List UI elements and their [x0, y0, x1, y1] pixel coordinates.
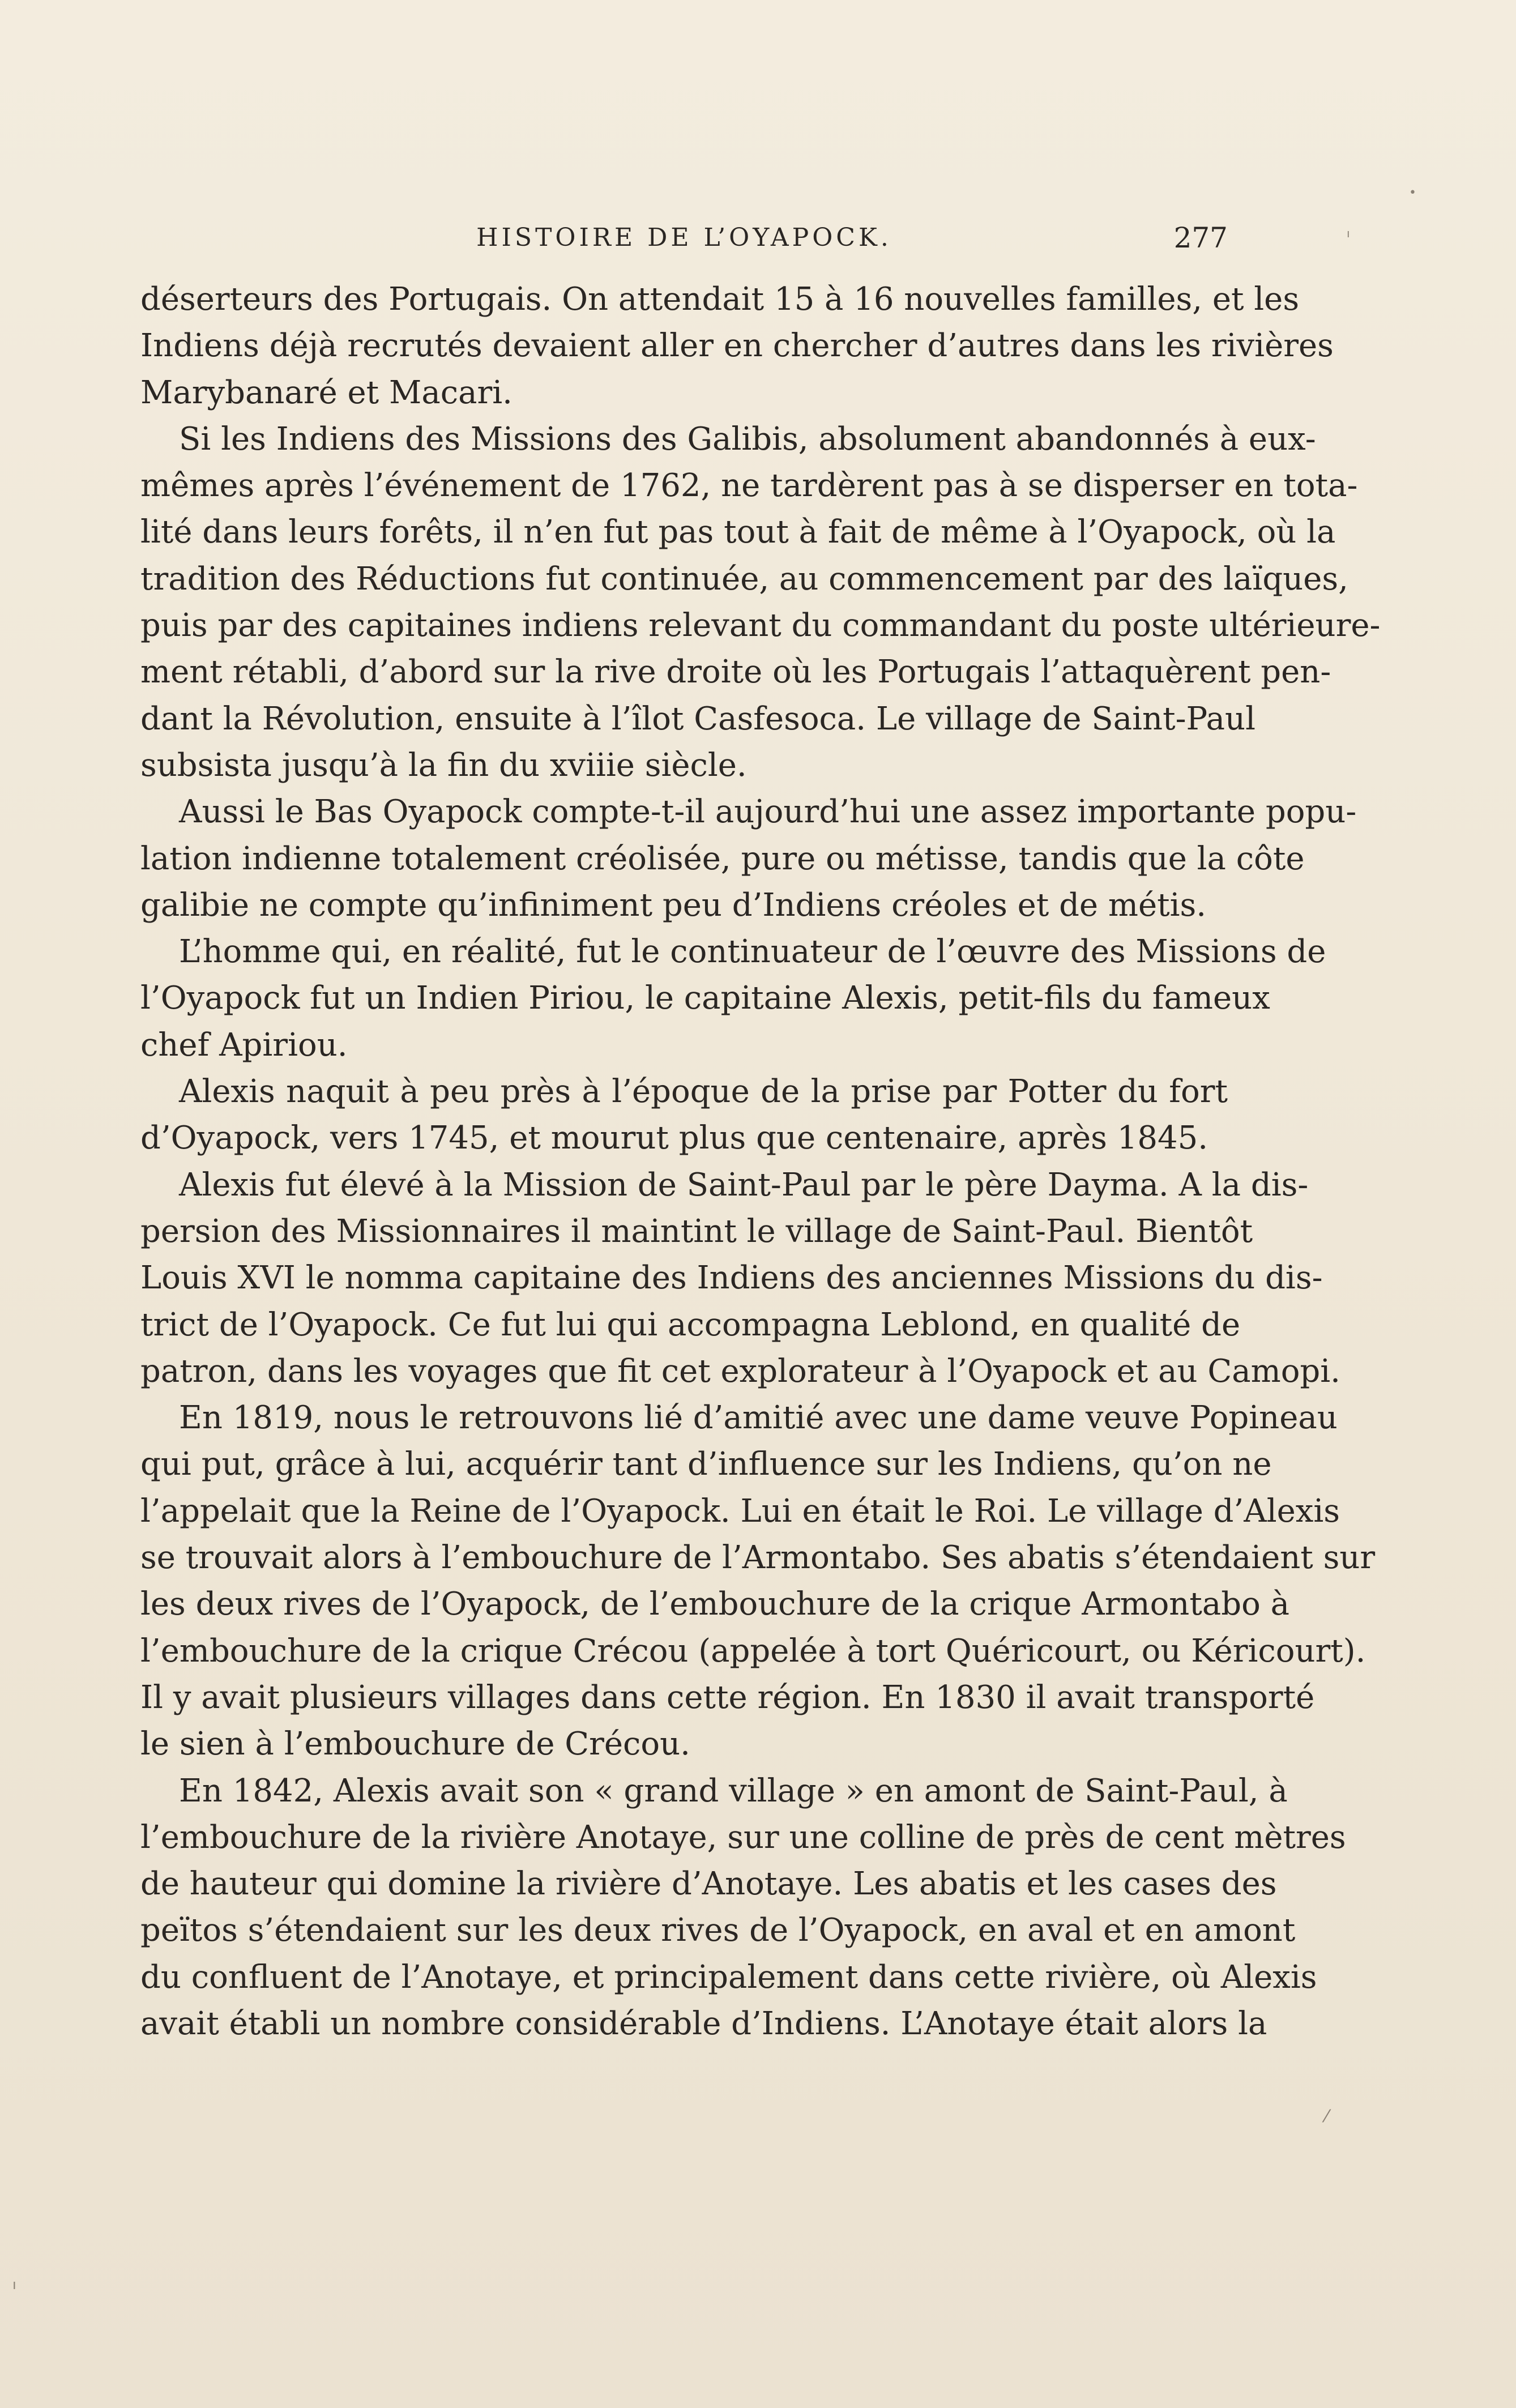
text-line: l’embouchure de la crique Crécou (appelée à tort Quéricourt, ou Kéricourt). [140, 1632, 1366, 1670]
text-line: dant la Révolution, ensuite à l’îlot Casfesoca. Le village de Saint-Paul [140, 700, 1256, 737]
text-line: persion des Missionnaires il maintint le village de Saint-Paul. Bientôt [140, 1212, 1253, 1250]
text-line: L’homme qui, en réalité, fut le continuateur de l’œuvre des Missions de [179, 933, 1326, 971]
scan-speck: ı [12, 2277, 16, 2292]
body-text [140, 276, 1381, 2047]
text-line: galibie ne compte qu’infiniment peu d’Indiens créoles et de métis. [140, 886, 1207, 924]
text-line: Marybanaré et Macari. [140, 374, 513, 411]
text-line: Il y avait plusieurs villages dans cette région. En 1830 il avait transporté [140, 1679, 1315, 1716]
text-line: avait établi un nombre considérable d’Indiens. L’Anotaye était alors la [140, 2005, 1267, 2042]
text-line: Aussi le Bas Oyapock compte-t-il aujourd’hui une assez importante popu- [179, 793, 1357, 831]
text-line: lité dans leurs forêts, il n’en fut pas tout à fait de même à l’Oyapock, où la [140, 514, 1336, 551]
text-line: Alexis naquit à peu près à l’époque de la prise par Potter du fort [179, 1073, 1228, 1111]
text-line: En 1842, Alexis avait son « grand village » en amont de Saint-Paul, à [179, 1772, 1288, 1809]
scan-speck: • [1409, 186, 1416, 200]
text-line: ment rétabli, d’abord sur la rive droite où les Portugais l’attaquèrent pen- [140, 654, 1331, 691]
text-line: l’appelait que la Reine de l’Oyapock. Lui en était le Roi. Le village d’Alexis [140, 1492, 1340, 1530]
page-number: 277 [1173, 221, 1228, 254]
text-line: l’embouchure de la rivière Anotaye, sur une colline de près de cent mètres [140, 1818, 1346, 1856]
scan-speck: ⁄ [1325, 2107, 1329, 2127]
text-line: puis par des capitaines indiens relevant du commandant du poste ultérieure- [140, 607, 1381, 644]
text-line: subsista jusqu’à la fin du xviiie siècle. [140, 746, 747, 784]
running-title: HISTOIRE DE L’OYAPOCK. [476, 223, 892, 252]
running-head [140, 215, 1228, 261]
text-line: patron, dans les voyages que fit cet explorateur à l’Oyapock et au Camopi. [140, 1352, 1340, 1390]
text-line: peïtos s’étendaient sur les deux rives de l’Oyapock, en aval et en amont [140, 1912, 1296, 1949]
text-line: de hauteur qui domine la rivière d’Anotaye. Les abatis et les cases des [140, 1865, 1277, 1903]
scan-speck: ı [1347, 227, 1350, 240]
text-line: déserteurs des Portugais. On attendait 15 à 16 nouvelles familles, et les [140, 281, 1300, 318]
text-line: Indiens déjà recrutés devaient aller en chercher d’autres dans les rivières [140, 327, 1334, 365]
text-line: les deux rives de l’Oyapock, de l’embouchure de la crique Armontabo à [140, 1586, 1290, 1623]
text-line: Louis XVI le nomma capitaine des Indiens des anciennes Missions du dis- [140, 1259, 1323, 1297]
text-line: Alexis fut élevé à la Mission de Saint-Paul par le père Dayma. A la dis- [179, 1166, 1309, 1203]
text-line: d’Oyapock, vers 1745, et mourut plus que centenaire, après 1845. [140, 1120, 1208, 1157]
text-line: trict de l’Oyapock. Ce fut lui qui accompagna Leblond, en qualité de [140, 1306, 1241, 1343]
text-line: qui put, grâce à lui, acquérir tant d’influence sur les Indiens, qu’on ne [140, 1446, 1272, 1483]
text-line: se trouvait alors à l’embouchure de l’Armontabo. Ses abatis s’étendaient sur [140, 1539, 1376, 1577]
text-line: Si les Indiens des Missions des Galibis, absolument abandonnés à eux- [179, 420, 1316, 458]
text-line: tradition des Réductions fut continuée, au commencement par des laïques, [140, 560, 1348, 597]
text-line: lation indienne totalement créolisée, pure ou métisse, tandis que la côte [140, 840, 1305, 877]
text-line: l’Oyapock fut un Indien Piriou, le capitaine Alexis, petit-fils du fameux [140, 980, 1270, 1017]
text-line: mêmes après l’événement de 1762, ne tardèrent pas à se disperser en tota- [140, 467, 1358, 505]
text-line: du confluent de l’Anotaye, et principalement dans cette rivière, où Alexis [140, 1958, 1317, 1996]
text-line: le sien à l’embouchure de Crécou. [140, 1726, 690, 1763]
text-line: En 1819, nous le retrouvons lié d’amitié avec une dame veuve Popineau [179, 1399, 1338, 1437]
text-line: chef Apiriou. [140, 1026, 348, 1064]
